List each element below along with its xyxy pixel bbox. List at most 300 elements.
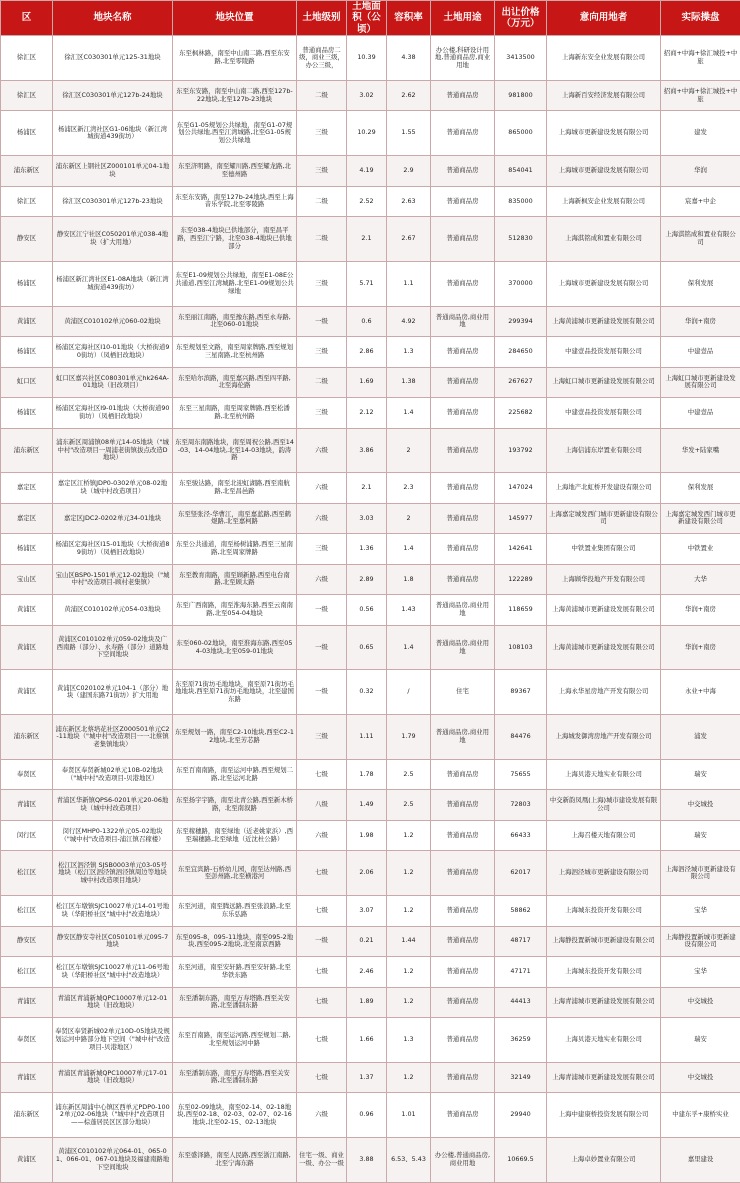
cell-plot-name: 松江区车墩镇SJC10027单元11-06号地块（华阳桥社区"城中村"改造地块） [53, 957, 173, 987]
cell-plot-ratio: 2.9 [387, 156, 431, 186]
cell-price: 72803 [495, 790, 547, 820]
cell-intended-buyer: 上海城市更新建设发展有限公司 [547, 261, 661, 306]
cell-land-use: 普通商品房,商业用地 [431, 595, 495, 625]
cell-land-area: 3.88 [347, 1137, 387, 1182]
table-row [1, 896, 740, 926]
table-row [1, 1137, 740, 1182]
cell-land-use: 普通商品房 [431, 367, 495, 397]
cell-developer: 招商+中海+徐汇城投+中旅 [661, 80, 740, 110]
cell-plot-ratio: 1.43 [387, 595, 431, 625]
table-row [1, 790, 740, 820]
table-row [1, 473, 740, 503]
cell-district: 奉贤区 [1, 759, 53, 789]
cell-price: 89367 [495, 670, 547, 715]
cell-plot-name: 黄浦区C010102单元059-02地块及广西南路（部分）、永寿路（部分）道路地下空间地块 [53, 625, 173, 670]
cell-land-use: 普通商品房 [431, 790, 495, 820]
cell-intended-buyer: 上海黄浦城市更新建设发展有限公司 [547, 625, 661, 670]
cell-plot-location: 东至宜宾路-石桥幼儿园，南至达州路,西至彭州路,北至横港河 [173, 851, 297, 896]
cell-plot-ratio: 2.5 [387, 759, 431, 789]
cell-plot-location: 东至规划一路，南至C2-10地块,西至C2-12地块,北至芳芯路 [173, 715, 297, 760]
cell-land-area: 2.52 [347, 186, 387, 216]
cell-plot-ratio: 2.3 [387, 473, 431, 503]
cell-land-use: 普通商品房 [431, 186, 495, 216]
cell-plot-location: 东至原71街坊毛地地块，南至原71街坊毛地地块,西至原71街坊毛地地块，北至建国东路 [173, 670, 297, 715]
cell-intended-buyer: 上海永华星房地产开发有限公司 [547, 670, 661, 715]
table-row [1, 398, 740, 428]
cell-land-area: 2.1 [347, 473, 387, 503]
cell-plot-ratio: 1.55 [387, 111, 431, 156]
cell-land-grade: 三级 [297, 715, 347, 760]
cell-intended-buyer: 中建壹品投资发展有限公司 [547, 398, 661, 428]
table-row [1, 926, 740, 956]
cell-district: 松江区 [1, 957, 53, 987]
cell-intended-buyer: 上海卓妙置业有限公司 [547, 1137, 661, 1182]
cell-land-grade: 三级 [297, 337, 347, 367]
cell-price: 370000 [495, 261, 547, 306]
cell-price: 225682 [495, 398, 547, 428]
cell-intended-buyer: 上海召楼天地有限公司 [547, 820, 661, 850]
table-row [1, 957, 740, 987]
cell-plot-location: 东至东安路，南至中山南二路,西至127b-22地块,北至127b-23地块 [173, 80, 297, 110]
cell-plot-ratio: 1.2 [387, 1062, 431, 1092]
cell-land-area: 0.96 [347, 1093, 387, 1138]
cell-developer: 宝华 [661, 957, 740, 987]
cell-plot-name: 青浦区华新镇QPS6-0201单元20-06地块（城中村改造项目） [53, 790, 173, 820]
cell-district: 松江区 [1, 896, 53, 926]
cell-plot-name: 松江区泗泾镇 SJSB0003单元03-05号地块（松江区泗泾镇泗泾镇周边等地块城中村改造项目地块） [53, 851, 173, 896]
cell-district: 浦东新区 [1, 715, 53, 760]
cell-land-area: 3.03 [347, 503, 387, 533]
cell-land-area: 1.49 [347, 790, 387, 820]
cell-intended-buyer: 上海青浦城市更新建设发展有限公司 [547, 987, 661, 1017]
table-row [1, 80, 740, 110]
cell-developer: 中交城投 [661, 987, 740, 1017]
cell-land-grade: 八级 [297, 790, 347, 820]
cell-land-grade: 七级 [297, 851, 347, 896]
table-row [1, 36, 740, 81]
table-row [1, 820, 740, 850]
cell-district: 杨浦区 [1, 337, 53, 367]
cell-plot-name: 黄浦区C020102单元104-1（部分）地块（建国东路71街坊）扩大用地 [53, 670, 173, 715]
cell-developer: 中交城投 [661, 790, 740, 820]
cell-land-use: 普通商品房,商业用地 [431, 715, 495, 760]
cell-plot-ratio: 1.2 [387, 957, 431, 987]
cell-land-grade: 三级 [297, 156, 347, 186]
table-row [1, 217, 740, 262]
cell-developer: 华润+南房 [661, 595, 740, 625]
table-row [1, 987, 740, 1017]
cell-price: 108103 [495, 625, 547, 670]
cell-land-use: 普通商品房 [431, 337, 495, 367]
cell-plot-name: 奉贤区奉贤新城02单元10D-05地块及规划运河中路部分地下空间（"城中村"改造项目-贝港地区） [53, 1017, 173, 1062]
cell-developer: 瑞安 [661, 820, 740, 850]
cell-land-use: 普通商品房,商业用地 [431, 306, 495, 336]
cell-intended-buyer: 上海新枫安企业发展有限公司 [547, 186, 661, 216]
cell-developer: 上海淇铭成和置业有限公司 [661, 217, 740, 262]
table-row [1, 1062, 740, 1092]
table-row [1, 534, 740, 564]
cell-land-use: 普通商品房 [431, 80, 495, 110]
cell-land-use: 普通商品房 [431, 1093, 495, 1138]
cell-land-area: 0.56 [347, 595, 387, 625]
cell-land-use: 普通商品房 [431, 896, 495, 926]
cell-district: 杨浦区 [1, 534, 53, 564]
cell-price: 44413 [495, 987, 547, 1017]
cell-plot-ratio: 1.1 [387, 261, 431, 306]
cell-price: 75655 [495, 759, 547, 789]
cell-price: 299394 [495, 306, 547, 336]
cell-district: 青浦区 [1, 1062, 53, 1092]
cell-plot-location: 东至潘制东路，南至万寿塔路,西至关安路,北至潘制东路 [173, 987, 297, 1017]
cell-land-use: 普通商品房 [431, 503, 495, 533]
cell-price: 147024 [495, 473, 547, 503]
cell-land-area: 1.37 [347, 1062, 387, 1092]
cell-land-use: 普通商品房 [431, 428, 495, 473]
cell-land-grade: 住宅一级、商业一级、办公一级 [297, 1137, 347, 1182]
cell-plot-name: 黄浦区C010102单元060-02地块 [53, 306, 173, 336]
cell-land-use: 普通商品房 [431, 534, 495, 564]
cell-plot-name: 徐汇区C030301单元125-31地块 [53, 36, 173, 81]
cell-intended-buyer: 上海城市更新建设发展有限公司 [547, 156, 661, 186]
cell-intended-buyer: 上海顾华投地产开发有限公司 [547, 564, 661, 594]
cell-plot-location: 东至河道，南至腾远路,西至张浪路,北至东乐弘路 [173, 896, 297, 926]
cell-developer: 保利发展 [661, 261, 740, 306]
cell-intended-buyer: 中铁置业集团有限公司 [547, 534, 661, 564]
cell-land-grade: 二级 [297, 80, 347, 110]
header-price: 出让价格（万元） [495, 1, 547, 36]
cell-land-area: 4.19 [347, 156, 387, 186]
table-row [1, 595, 740, 625]
cell-land-grade: 普通商品房二级，商业三级，办公三级， [297, 36, 347, 81]
cell-district: 闵行区 [1, 820, 53, 850]
cell-plot-name: 静安区江宁社区C050201单元038-4地块（扩大用地） [53, 217, 173, 262]
cell-land-use: 普通商品房 [431, 1062, 495, 1092]
cell-intended-buyer: 上海青浦城市更新建设发展有限公司 [547, 1062, 661, 1092]
cell-district: 浦东新区 [1, 428, 53, 473]
cell-plot-location: 东至百南路，南至运河路,西至规划二路,北至规划运河中路 [173, 1017, 297, 1062]
cell-developer: 中铁置业 [661, 534, 740, 564]
cell-price: 835000 [495, 186, 547, 216]
cell-plot-name: 杨浦区定海社区I9-01地块（大桥街道90街坊）（凤栖旧改地块） [53, 398, 173, 428]
cell-land-area: 3.07 [347, 896, 387, 926]
cell-price: 142641 [495, 534, 547, 564]
table-row [1, 503, 740, 533]
cell-price: 62017 [495, 851, 547, 896]
cell-intended-buyer: 上海新百安经济发展有限公司 [547, 80, 661, 110]
cell-plot-name: 浦东新区周浦镇08单元14-05地块（"城中村"改造项目一周浦老街镇拔点改造D地块） [53, 428, 173, 473]
cell-plot-location: 东至规划至文路，南至周家牌路,西至规划三星南路,北至杭州路 [173, 337, 297, 367]
cell-district: 浦东新区 [1, 1093, 53, 1138]
cell-plot-location: 东至骏达路，南至北迎虹湖路,西至南航路,北至昌邑路 [173, 473, 297, 503]
cell-developer: 中建壹品 [661, 398, 740, 428]
table-row [1, 1017, 740, 1062]
cell-plot-ratio: 1.4 [387, 625, 431, 670]
cell-district: 静安区 [1, 217, 53, 262]
cell-land-area: 0.6 [347, 306, 387, 336]
cell-land-grade: 三级 [297, 534, 347, 564]
cell-plot-location: 东至枫林路，南至中山南二路,西至东安路,北至零陵路 [173, 36, 297, 81]
cell-plot-name: 黄浦区C010102单元064-01、065-01、066-01、067-01地块及福建南路地下空间地块 [53, 1137, 173, 1182]
cell-price: 981800 [495, 80, 547, 110]
cell-developer: 嘉里建设 [661, 1137, 740, 1182]
cell-plot-ratio: 1.4 [387, 398, 431, 428]
cell-land-grade: 六级 [297, 473, 347, 503]
cell-plot-name: 浦东新区周浦中心镇区西单元PDP0-1002单元02-06地块（"城中村"改造项目——棕蓬居民区区部分地块） [53, 1093, 173, 1138]
cell-land-area: 2.46 [347, 957, 387, 987]
cell-price: 10669.5 [495, 1137, 547, 1182]
cell-intended-buyer: 上海嘉定城发西门城市更新建设有限公司 [547, 503, 661, 533]
cell-land-use: 普通商品房 [431, 564, 495, 594]
cell-land-area: 3.02 [347, 80, 387, 110]
header-land-grade: 土地级别 [297, 1, 347, 36]
cell-land-use: 普通商品房 [431, 156, 495, 186]
header-developer: 实际操盘 [661, 1, 740, 36]
cell-land-grade: 六级 [297, 820, 347, 850]
cell-land-grade: 六级 [297, 1093, 347, 1138]
cell-plot-name: 青浦区青浦新城QPC10007单元17-01地块（旧改地块） [53, 1062, 173, 1092]
cell-plot-ratio: 2.5 [387, 790, 431, 820]
table-row [1, 428, 740, 473]
cell-plot-ratio: 2 [387, 503, 431, 533]
cell-land-area: 2.89 [347, 564, 387, 594]
cell-plot-location: 东至丽江南路，南至豫东路,西至永寿路,北至060-01地块 [173, 306, 297, 336]
cell-land-area: 10.29 [347, 111, 387, 156]
cell-land-grade: 一级 [297, 625, 347, 670]
cell-intended-buyer: 上海贝港天地实业有限公司 [547, 1017, 661, 1062]
cell-plot-name: 宝山区BSP0-1501单元12-02地块（"城中村"改造项目-顾村老集镇） [53, 564, 173, 594]
cell-developer: 上海泗泾城市更新建设有限公司 [661, 851, 740, 896]
cell-land-area: 3.86 [347, 428, 387, 473]
cell-land-grade: 七级 [297, 1062, 347, 1092]
cell-intended-buyer: 上海中建康桥投资发展有限公司 [547, 1093, 661, 1138]
cell-land-use: 普通商品房 [431, 473, 495, 503]
cell-developer: 中交城投 [661, 1062, 740, 1092]
cell-land-grade: 一级 [297, 595, 347, 625]
cell-land-area: 10.39 [347, 36, 387, 81]
cell-plot-name: 黄浦区C010102单元054-03地块 [53, 595, 173, 625]
table-row [1, 851, 740, 896]
cell-district: 黄浦区 [1, 625, 53, 670]
cell-plot-location: 东至济明路，南至耀川路,西至耀龙路,北至德州路 [173, 156, 297, 186]
cell-developer: 上海虹口城市更新建设发展有限公司 [661, 367, 740, 397]
cell-land-use: 普通商品房 [431, 217, 495, 262]
cell-developer: 宝华 [661, 896, 740, 926]
cell-price: 48717 [495, 926, 547, 956]
cell-land-grade: 七级 [297, 896, 347, 926]
cell-land-grade: 一级 [297, 926, 347, 956]
table-row [1, 715, 740, 760]
cell-plot-name: 杨浦区定海社区I10-01地块（大桥街道90街坊）（凤栖旧改地块） [53, 337, 173, 367]
header-land-use: 土地用途 [431, 1, 495, 36]
cell-district: 虹口区 [1, 367, 53, 397]
cell-plot-ratio: 2.63 [387, 186, 431, 216]
cell-plot-location: 东至060-02地块，南至淮海东路,西至054-03地块,北至059-01地块 [173, 625, 297, 670]
cell-plot-name: 徐汇区C030301单元127b-23地块 [53, 186, 173, 216]
cell-plot-location: 东至038-4地块已供地部分，南至昌平路，西至江宁路，北至038-4地块已供地部分 [173, 217, 297, 262]
cell-plot-name: 徐汇区C030301单元127b-24地块 [53, 80, 173, 110]
cell-price: 32149 [495, 1062, 547, 1092]
cell-district: 杨浦区 [1, 261, 53, 306]
cell-plot-ratio: 1.44 [387, 926, 431, 956]
cell-plot-location: 东至盛泽路，南至人民路,西至浙江南路,北至宁海东路 [173, 1137, 297, 1182]
cell-intended-buyer: 上海城东投资开发有限公司 [547, 957, 661, 987]
cell-plot-ratio: 1.01 [387, 1093, 431, 1138]
cell-land-grade: 三级 [297, 398, 347, 428]
cell-price: 36259 [495, 1017, 547, 1062]
cell-intended-buyer: 上海黄浦城市更新建设发展有限公司 [547, 306, 661, 336]
cell-plot-ratio: 6.53、5.43 [387, 1137, 431, 1182]
cell-plot-name: 奉贤区奉贤新城02单元10B-02地块（"城中村"改造项目-贝港地区） [53, 759, 173, 789]
cell-land-use: 普通商品房 [431, 261, 495, 306]
cell-plot-ratio: 2.67 [387, 217, 431, 262]
cell-district: 宝山区 [1, 564, 53, 594]
cell-developer: 中建东孚+康桥实业 [661, 1093, 740, 1138]
cell-plot-name: 闵行区MHP0-1322单元05-02地块（"城中村"改造项目-浦江镇召稼楼） [53, 820, 173, 850]
cell-price: 29940 [495, 1093, 547, 1138]
cell-plot-ratio: 1.79 [387, 715, 431, 760]
cell-plot-ratio: 1.38 [387, 367, 431, 397]
cell-plot-ratio: 1.4 [387, 534, 431, 564]
header-plot-location: 地块位置 [173, 1, 297, 36]
cell-developer: 浦发 [661, 715, 740, 760]
table-row [1, 306, 740, 336]
cell-intended-buyer: 上海淇铭成和置业有限公司 [547, 217, 661, 262]
cell-developer: 中建壹品 [661, 337, 740, 367]
cell-developer: 保利发展 [661, 473, 740, 503]
cell-district: 嘉定区 [1, 473, 53, 503]
table-body [1, 36, 740, 1183]
cell-price: 122289 [495, 564, 547, 594]
cell-intended-buyer: 中建壹品投资发展有限公司 [547, 337, 661, 367]
cell-developer: 华发+陆家嘴 [661, 428, 740, 473]
cell-land-grade: 七级 [297, 987, 347, 1017]
cell-plot-ratio: 4.38 [387, 36, 431, 81]
cell-price: 47171 [495, 957, 547, 987]
cell-land-area: 0.21 [347, 926, 387, 956]
cell-intended-buyer: 上海信浦东岸置业有限公司 [547, 428, 661, 473]
cell-land-area: 0.65 [347, 625, 387, 670]
cell-land-area: 1.89 [347, 987, 387, 1017]
cell-land-use: 普通商品房 [431, 820, 495, 850]
table-row [1, 670, 740, 715]
cell-plot-ratio: 1.2 [387, 851, 431, 896]
table-row [1, 625, 740, 670]
cell-land-grade: 二级 [297, 186, 347, 216]
cell-land-area: 2.12 [347, 398, 387, 428]
header-plot-ratio: 容积率 [387, 1, 431, 36]
cell-plot-location: 东至扬宇宇路，南至北青公路,西至新木桥路，北至南叙路 [173, 790, 297, 820]
header-district: 区 [1, 1, 53, 36]
header-land-area: 土地面积（公顷） [347, 1, 387, 36]
cell-land-grade: 二级 [297, 217, 347, 262]
cell-land-grade: 六级 [297, 503, 347, 533]
cell-land-grade: 六级 [297, 428, 347, 473]
cell-district: 杨浦区 [1, 111, 53, 156]
table-row [1, 156, 740, 186]
cell-plot-location: 东至三星南路，南至周家牌路,西至松潘路,北至杭州路 [173, 398, 297, 428]
cell-developer: 华润 [661, 156, 740, 186]
cell-plot-location: 东至稼穗路，南至绿地（近老姚家浜）,西至瑞穗路,北至绿地（近沈杜公路） [173, 820, 297, 850]
cell-plot-location: 东至公共通道，南至杨树浦路,西至三星南路,北至周家牌路 [173, 534, 297, 564]
cell-district: 浦东新区 [1, 156, 53, 186]
cell-land-grade: 一级 [297, 670, 347, 715]
cell-land-area: 1.98 [347, 820, 387, 850]
cell-intended-buyer: 上海静投置新城市更新建设有限公司 [547, 926, 661, 956]
cell-plot-location: 东至02-09地块，南至02-14、02-18地块,西至02-18、02-03、02-07、02-16地块,北至02-15、02-13地块 [173, 1093, 297, 1138]
cell-developer: 大华 [661, 564, 740, 594]
cell-district: 徐汇区 [1, 80, 53, 110]
table-row [1, 564, 740, 594]
cell-district: 黄浦区 [1, 595, 53, 625]
cell-land-use: 普通商品房 [431, 957, 495, 987]
header-plot-name: 地块名称 [53, 1, 173, 36]
cell-land-grade: 三级 [297, 261, 347, 306]
cell-district: 徐汇区 [1, 36, 53, 81]
cell-land-grade: 六级 [297, 564, 347, 594]
cell-land-use: 普通商品房,商业用地 [431, 625, 495, 670]
cell-price: 3413500 [495, 36, 547, 81]
cell-district: 青浦区 [1, 790, 53, 820]
cell-plot-ratio: 1.2 [387, 987, 431, 1017]
cell-price: 854041 [495, 156, 547, 186]
cell-land-use: 普通商品房 [431, 851, 495, 896]
cell-district: 徐汇区 [1, 186, 53, 216]
cell-land-area: 2.86 [347, 337, 387, 367]
cell-intended-buyer: 上海泗泾城市更新建设有限公司 [547, 851, 661, 896]
cell-land-area: 2.1 [347, 217, 387, 262]
cell-district: 黄浦区 [1, 1137, 53, 1182]
cell-plot-name: 松江区车墩镇SJC10027单元14-01号地块（华阳桥社区"城中村"改造地块） [53, 896, 173, 926]
cell-developer: 建发 [661, 111, 740, 156]
cell-district: 杨浦区 [1, 398, 53, 428]
cell-price: 58862 [495, 896, 547, 926]
cell-land-use: 办公楼,科研设计用地,普通商品房,商业用地 [431, 36, 495, 81]
cell-price: 118659 [495, 595, 547, 625]
cell-plot-name: 杨浦区定海社区I15-01地块（大桥街道89街坊）（凤栖旧改地块） [53, 534, 173, 564]
cell-plot-name: 杨浦区新江湾社区G1-06地块（新江湾城街道439街坊） [53, 111, 173, 156]
cell-developer: 上海静投置新城市更新建设有限公司 [661, 926, 740, 956]
cell-price: 512830 [495, 217, 547, 262]
cell-plot-location: 东至教育南路，南至顾新路,西至电台南路,北至顾太路 [173, 564, 297, 594]
cell-plot-location: 东至095-8、095-11地块，南至095-2地块,西至095-2地块,北至南京西路 [173, 926, 297, 956]
cell-land-grade: 一级 [297, 306, 347, 336]
cell-plot-location: 东至G1-05规划公共绿地，南至G1-07规划公共绿地,西至江湾城路,北至G1-05规划公共绿地 [173, 111, 297, 156]
cell-plot-ratio: 1.2 [387, 896, 431, 926]
cell-plot-ratio: 4.92 [387, 306, 431, 336]
cell-plot-name: 静安区静安寺社区C050101单元095-7地块 [53, 926, 173, 956]
cell-plot-ratio: 2.62 [387, 80, 431, 110]
table-row [1, 186, 740, 216]
cell-plot-ratio: 1.8 [387, 564, 431, 594]
cell-price: 84476 [495, 715, 547, 760]
cell-land-use: 普通商品房 [431, 111, 495, 156]
cell-price: 66433 [495, 820, 547, 850]
table-row [1, 337, 740, 367]
cell-district: 松江区 [1, 851, 53, 896]
cell-land-use: 普通商品房 [431, 926, 495, 956]
cell-plot-name: 浦东新区上钢社区Z000101单元04-1地块 [53, 156, 173, 186]
header-intended-buyer: 意向用地者 [547, 1, 661, 36]
cell-plot-name: 嘉定区江桥镇JDP0-0302单元08-02地块（城中村改造项目） [53, 473, 173, 503]
cell-intended-buyer: 上海虹口城市更新建设发展有限公司 [547, 367, 661, 397]
cell-district: 黄浦区 [1, 670, 53, 715]
cell-land-area: 0.32 [347, 670, 387, 715]
cell-intended-buyer: 上海黄浦城市更新建设发展有限公司 [547, 595, 661, 625]
cell-land-use: 办公楼,普通商品房,商业用地 [431, 1137, 495, 1182]
cell-land-grade: 二级 [297, 367, 347, 397]
cell-plot-location: 东至潘制东路，南至万寿塔路,西至关安路,北至潘制东路 [173, 1062, 297, 1092]
cell-price: 865000 [495, 111, 547, 156]
